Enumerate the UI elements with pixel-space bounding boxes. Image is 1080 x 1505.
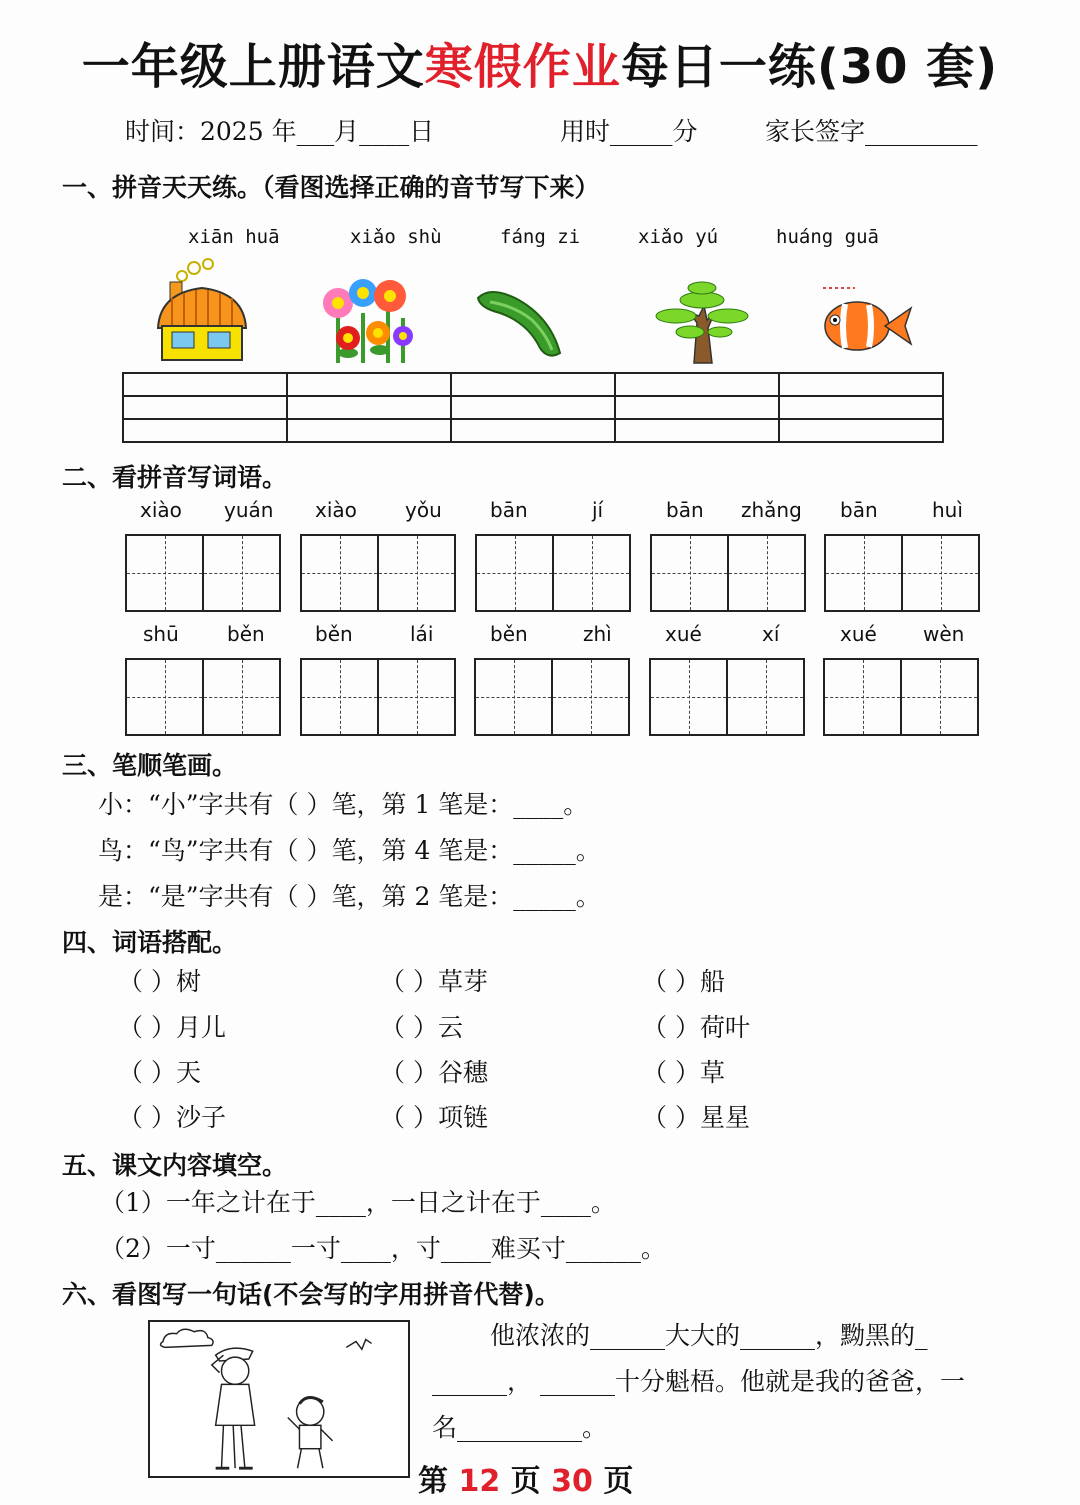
pinyin-option: huáng guā <box>776 226 879 248</box>
title-part1: 一年级上册语文 <box>81 39 425 95</box>
stroke-question[interactable]: 小：“小”字共有（ ）笔，第 1 笔是：____。 <box>98 790 589 819</box>
pinyin-syllable: xué <box>840 622 877 646</box>
fish-picture <box>815 258 915 368</box>
pinyin-syllable: běn <box>227 622 265 646</box>
parent-sign-field[interactable]: 家长签字_________ <box>765 117 978 146</box>
tree-picture <box>652 258 752 368</box>
word-match-item[interactable]: （ ）月儿 <box>118 1013 226 1042</box>
word-match-item[interactable]: （ ）云 <box>380 1013 463 1042</box>
tianzige-box[interactable] <box>649 658 805 736</box>
pinyin-syllable: xiào <box>315 498 357 522</box>
writing-line[interactable]: 名__________。 <box>432 1413 608 1442</box>
time-field[interactable]: 时间：2025 年___月____日 <box>125 117 435 146</box>
pinyin-syllable: xué <box>665 622 702 646</box>
pinyin-option: xiǎo yú <box>638 226 719 248</box>
word-match-item[interactable]: （ ）荷叶 <box>642 1013 750 1042</box>
word-match-item[interactable]: （ ）天 <box>118 1058 201 1087</box>
word-match-item[interactable]: （ ）谷穗 <box>380 1058 488 1087</box>
flowers-picture <box>318 258 418 368</box>
tianzige-box[interactable] <box>300 534 456 612</box>
soldier-and-child-picture <box>148 1320 410 1478</box>
writing-line[interactable]: 他浓浓的______大大的______，黝黑的_ <box>490 1321 928 1350</box>
tianzige-box[interactable] <box>475 534 631 612</box>
house-picture <box>152 258 252 368</box>
page-prefix: 第 <box>418 1464 448 1499</box>
tianzige-box[interactable] <box>125 534 281 612</box>
fill-blank-line[interactable]: （1）一年之计在于____，一日之计在于____。 <box>100 1188 616 1217</box>
title-highlight: 寒假作业 <box>424 39 621 95</box>
writing-line[interactable]: ______， ______十分魁梧。他就是我的爸爸，一 <box>432 1367 965 1396</box>
pinyin-writing-grid[interactable] <box>122 372 944 443</box>
page-title <box>0 28 1080 97</box>
word-match-item[interactable]: （ ）船 <box>642 967 725 996</box>
word-match-item[interactable]: （ ）草芽 <box>380 967 488 996</box>
tianzige-box[interactable] <box>474 658 630 736</box>
section4-heading: 四、词语搭配。 <box>62 928 238 957</box>
pinyin-syllable: zhì <box>583 622 612 646</box>
cucumber-picture <box>470 258 570 368</box>
section3-heading: 三、笔顺笔画。 <box>62 751 238 780</box>
pinyin-syllable: zhǎng <box>741 498 802 522</box>
pinyin-syllable: běn <box>490 622 528 646</box>
stroke-question[interactable]: 是：“是”字共有（ ）笔，第 2 笔是：_____。 <box>98 882 601 911</box>
pinyin-syllable: yǒu <box>405 498 442 522</box>
pinyin-option: xiān huā <box>188 226 280 248</box>
pinyin-syllable: lái <box>410 622 434 646</box>
pinyin-syllable: xiào <box>140 498 182 522</box>
tianzige-box[interactable] <box>650 534 806 612</box>
fill-blank-line[interactable]: （2）一寸______一寸____，寸____难买寸______。 <box>100 1234 666 1263</box>
page-indicator <box>418 1456 633 1500</box>
word-match-item[interactable]: （ ）树 <box>118 967 201 996</box>
tianzige-box[interactable] <box>300 658 456 736</box>
pinyin-syllable: bān <box>490 498 528 522</box>
page-middle: 页 <box>510 1464 541 1499</box>
pinyin-syllable: wèn <box>923 622 965 646</box>
pinyin-syllable: yuán <box>224 498 274 522</box>
section5-heading: 五、课文内容填空。 <box>62 1151 288 1180</box>
word-match-item[interactable]: （ ）星星 <box>642 1103 750 1132</box>
title-part3: 每日一练(30 套) <box>620 39 999 95</box>
section2-heading: 二、看拼音写词语。 <box>62 463 288 492</box>
pinyin-syllable: xí <box>762 622 780 646</box>
pinyin-syllable: bān <box>840 498 878 522</box>
pinyin-syllable: jí <box>592 498 604 522</box>
tianzige-box[interactable] <box>823 658 979 736</box>
pinyin-option: xiǎo shù <box>350 226 442 248</box>
total-pages: 30 <box>551 1464 593 1499</box>
pinyin-option: fáng zi <box>500 226 581 248</box>
section6-heading: 六、看图写一句话(不会写的字用拼音代替)。 <box>62 1280 560 1309</box>
stroke-question[interactable]: 鸟：“鸟”字共有（ ）笔，第 4 笔是：_____。 <box>98 836 601 865</box>
pinyin-syllable: běn <box>315 622 353 646</box>
duration-field[interactable]: 用时_____分 <box>560 117 698 146</box>
section1-heading: 一、拼音天天练。（看图选择正确的音节写下来） <box>62 173 600 202</box>
pinyin-syllable: huì <box>932 498 963 522</box>
tianzige-box[interactable] <box>125 658 281 736</box>
word-match-item[interactable]: （ ）项链 <box>380 1103 488 1132</box>
pinyin-syllable: bān <box>666 498 704 522</box>
page-suffix: 页 <box>603 1464 634 1499</box>
current-page: 12 <box>458 1464 501 1499</box>
tianzige-box[interactable] <box>824 534 980 612</box>
pinyin-syllable: shū <box>143 622 179 646</box>
word-match-item[interactable]: （ ）沙子 <box>118 1103 226 1132</box>
word-match-item[interactable]: （ ）草 <box>642 1058 725 1087</box>
